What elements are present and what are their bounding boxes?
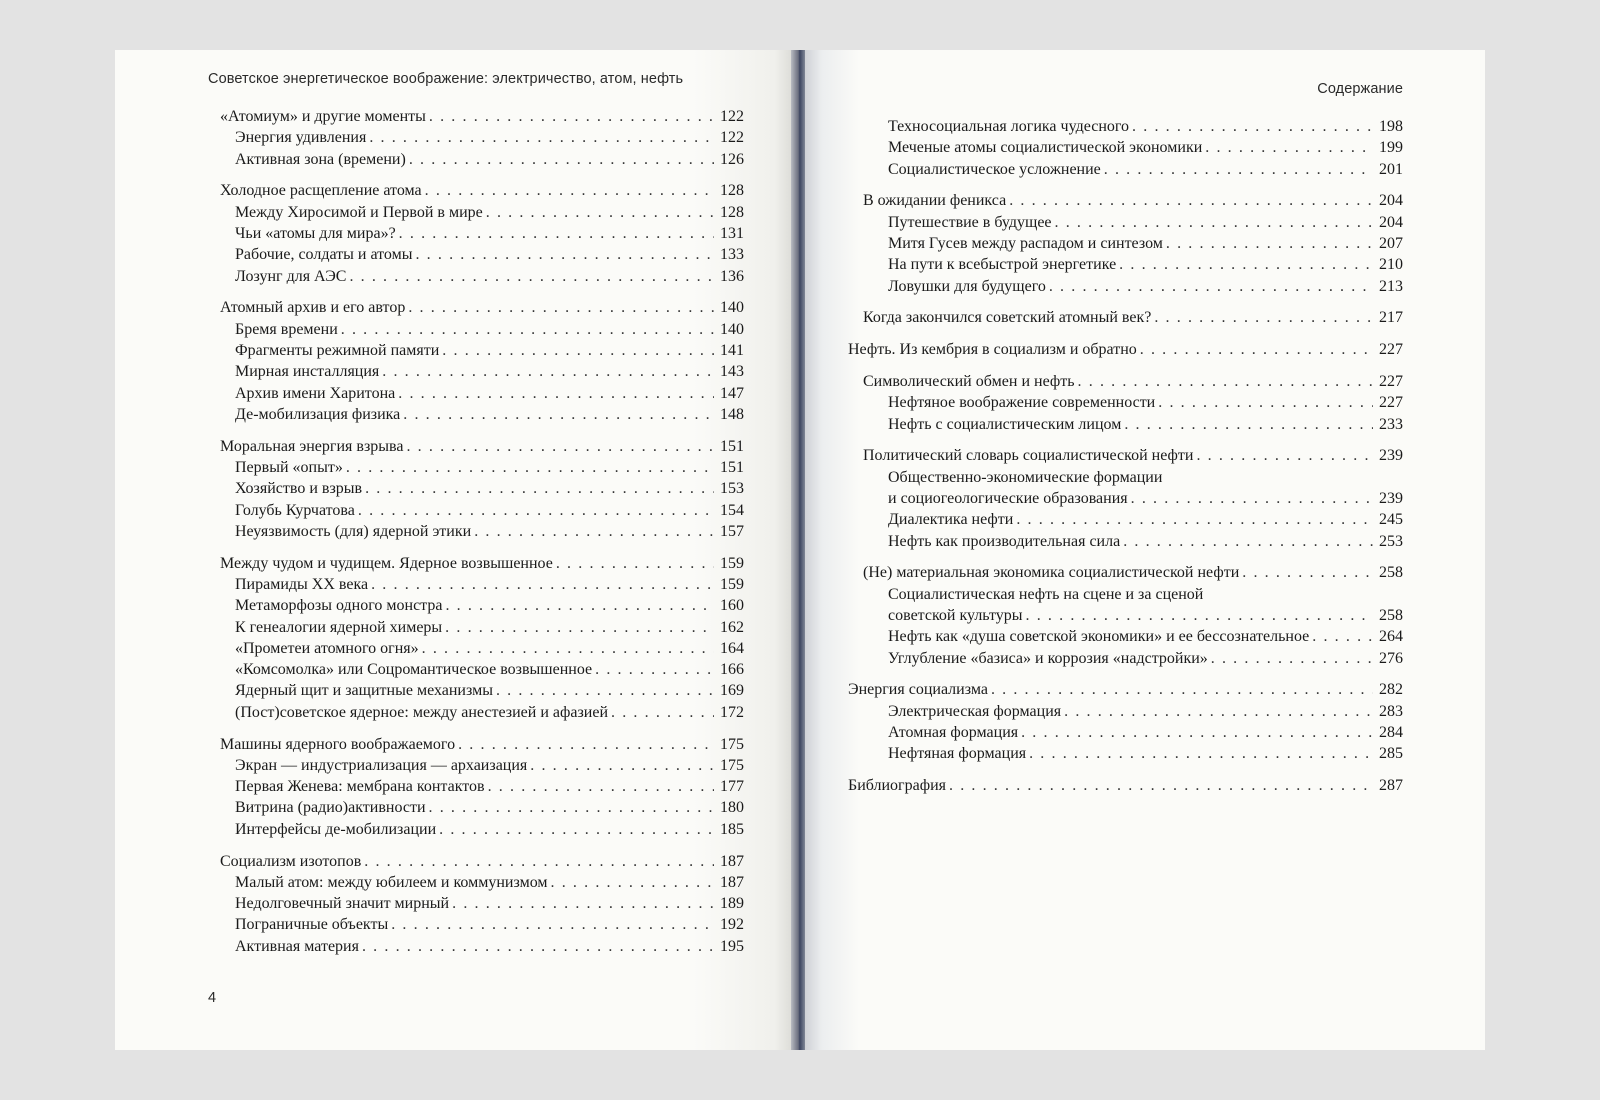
toc-entry-title: Электрическая формация — [888, 702, 1062, 720]
toc-entry-page: 187 — [720, 852, 744, 870]
dot-leader — [439, 819, 714, 840]
toc-entry-title: Социалистическая нефть на сцене и за сценой — [888, 585, 1204, 603]
toc-entry — [220, 361, 744, 382]
dot-leader — [1140, 339, 1373, 360]
toc-entry — [848, 190, 1403, 211]
dot-leader — [408, 297, 714, 318]
toc-entry — [220, 553, 744, 574]
toc-entry — [848, 276, 1403, 297]
toc-entry-title: Витрина (радио)активности — [235, 799, 426, 817]
toc-entry-title: Когда закончился советский атомный век? — [863, 309, 1152, 327]
toc-entry — [848, 212, 1403, 233]
toc-entry-title: Митя Гусев между распадом и синтезом — [888, 234, 1163, 252]
toc-entry-title: Голубь Курчатова — [235, 501, 355, 519]
toc-entry — [220, 819, 744, 840]
toc-entry — [848, 775, 1403, 796]
dot-leader — [1064, 701, 1373, 722]
toc-entry-title: (Пост)советское ядерное: между анестезией и афазией — [235, 703, 609, 721]
toc-entry-page: 239 — [1379, 489, 1403, 507]
dot-leader — [488, 776, 714, 797]
toc-entry-title: Символический обмен и нефть — [863, 372, 1075, 390]
toc-entry-title: На пути к всебыстрой энергетике — [888, 256, 1117, 274]
toc-entry — [220, 936, 744, 957]
toc-entry — [220, 595, 744, 616]
toc-entry-page: 192 — [720, 916, 744, 934]
toc-entry — [848, 531, 1403, 552]
toc-entry — [220, 638, 744, 659]
toc-entry — [220, 180, 744, 201]
page-number: 4 — [208, 990, 217, 1006]
toc-entry — [220, 872, 744, 893]
toc-entry — [220, 404, 744, 425]
toc-entry — [220, 202, 744, 223]
dot-leader — [551, 872, 714, 893]
dot-leader — [1312, 626, 1373, 647]
toc-entry — [220, 383, 744, 404]
toc-entry-title: Хозяйство и взрыв — [235, 480, 363, 498]
dot-leader — [415, 244, 714, 265]
toc-entry-page: 204 — [1379, 192, 1403, 210]
toc-entry-title: Библиография — [848, 777, 946, 795]
toc-entry — [220, 574, 744, 595]
toc-entry — [220, 851, 744, 872]
toc-entry-page: 128 — [720, 203, 744, 221]
dot-leader — [1196, 445, 1373, 466]
toc-entry-page: 140 — [720, 320, 744, 338]
dot-leader — [442, 340, 714, 361]
toc-entry-title: Нефть как «душа советской экономики» и ее бессознательное — [888, 628, 1310, 646]
toc-entry-page: 151 — [720, 458, 744, 476]
dot-leader — [1026, 605, 1373, 626]
dot-leader — [398, 383, 714, 404]
left-page — [115, 50, 795, 1050]
dot-leader — [1009, 190, 1373, 211]
dot-leader — [458, 734, 714, 755]
dot-leader — [362, 936, 714, 957]
dot-leader — [556, 553, 714, 574]
toc-entry-page: 195 — [720, 937, 744, 955]
toc-entry-page: 166 — [720, 661, 744, 679]
toc-entry-title: Де-мобилизация физика — [235, 405, 401, 423]
toc-entry-page: 198 — [1379, 118, 1403, 135]
toc-entry-title: Атомная формация — [888, 723, 1019, 741]
running-head: Содержание — [1317, 81, 1403, 97]
toc-entry-title: Углубление «базиса» и коррозия «надстройки» — [888, 649, 1208, 667]
toc-entry-title: Нефть с социалистическим лицом — [888, 415, 1122, 433]
toc-entry-title: «Прометеи атомного огня» — [235, 639, 419, 657]
toc-entry-title: Мирная инсталляция — [235, 363, 380, 381]
toc-entry-title: Машины ядерного воображаемого — [220, 735, 456, 753]
dot-leader — [425, 180, 714, 201]
toc-entry — [220, 340, 744, 361]
toc-entry — [848, 701, 1403, 722]
toc-entry-page: 160 — [720, 597, 744, 615]
toc-entry — [848, 445, 1403, 466]
toc-entry-page: 172 — [720, 703, 744, 721]
dot-leader — [445, 595, 714, 616]
toc-entry-title: Архив имени Харитона — [235, 384, 396, 402]
dot-leader — [429, 106, 714, 127]
toc-entry-title: Атомный архив и его автор — [220, 299, 406, 317]
dot-leader — [1119, 254, 1373, 275]
dot-leader — [349, 266, 714, 287]
toc-entry-title: Лозунг для АЭС — [235, 267, 347, 285]
toc-entry-page: 189 — [720, 895, 744, 913]
toc-entry-page: 287 — [1379, 777, 1403, 795]
toc-entry-title: Интерфейсы де-мобилизации — [235, 820, 437, 838]
toc-entry-page: 199 — [1379, 139, 1403, 157]
toc-entry — [848, 414, 1403, 435]
toc-entry — [848, 722, 1403, 743]
dot-leader — [991, 679, 1373, 700]
toc-entry — [220, 521, 744, 542]
dot-leader — [496, 680, 714, 701]
toc-entry-page: 157 — [720, 522, 744, 540]
dot-leader — [595, 659, 714, 680]
toc-entry-page: 233 — [1379, 415, 1403, 433]
toc-entry — [848, 605, 1403, 626]
toc-entry-title: Недолговечный значит мирный — [235, 895, 450, 913]
toc-entry-title: Техносоциальная логика чудесного — [888, 118, 1130, 135]
toc-entry-page: 148 — [720, 405, 744, 423]
toc-entry-title: Энергия социализма — [848, 681, 988, 699]
toc-entry-title: Политический словарь социалистической нефти — [863, 447, 1194, 465]
dot-leader — [365, 478, 714, 499]
toc-entry-page: 151 — [720, 437, 744, 455]
toc-entry-page: 147 — [720, 384, 744, 402]
toc-entry-page: 258 — [1379, 564, 1403, 582]
toc-entry-title: Холодное расщепление атома — [220, 182, 422, 200]
toc-entry-page: 140 — [720, 299, 744, 317]
toc-entry — [220, 914, 744, 935]
toc-entry — [220, 659, 744, 680]
dot-leader — [1131, 488, 1373, 509]
dot-leader — [486, 202, 714, 223]
dot-leader — [403, 404, 714, 425]
dot-leader — [1021, 722, 1373, 743]
toc-entry — [220, 244, 744, 265]
toc-entry-page: 201 — [1379, 160, 1403, 178]
toc-entry-title: Энергия удивления — [235, 129, 367, 147]
toc-entry — [220, 223, 744, 244]
toc-entry-title: Малый атом: между юбилеем и коммунизмом — [235, 873, 548, 891]
toc-entry-page: 245 — [1379, 511, 1403, 529]
table-of-contents — [848, 116, 1403, 796]
toc-entry — [848, 371, 1403, 392]
toc-entry — [848, 137, 1403, 158]
toc-entry-page: 122 — [720, 129, 744, 147]
toc-entry-title: Диалектика нефти — [888, 511, 1014, 529]
toc-entry-title: Ловушки для будущего — [888, 277, 1046, 295]
toc-entry — [848, 467, 1403, 488]
dot-leader — [1104, 159, 1373, 180]
toc-entry-title: Нефть как производительная сила — [888, 532, 1121, 550]
toc-entry-title: Общественно-экономические формации — [888, 468, 1163, 486]
toc-entry-title: советской культуры — [888, 606, 1023, 624]
toc-entry-title: Активная материя — [235, 937, 359, 955]
toc-entry-title: Нефть. Из кембрия в социализм и обратно — [848, 341, 1137, 359]
toc-entry-page: 217 — [1379, 309, 1403, 327]
toc-entry — [220, 734, 744, 755]
toc-entry-title: Меченые атомы социалистической экономики — [888, 139, 1203, 157]
toc-entry-title: Неуязвимость (для) ядерной этики — [235, 522, 472, 540]
toc-entry-title: (Не) материальная экономика социалистической нефти — [863, 564, 1240, 582]
toc-entry — [220, 297, 744, 318]
dot-leader — [452, 893, 714, 914]
toc-entry-page: 175 — [720, 735, 744, 753]
toc-entry-page: 185 — [720, 820, 744, 838]
toc-entry-page: 213 — [1379, 277, 1403, 295]
dot-leader — [530, 755, 714, 776]
toc-entry-title: Социалистическое усложнение — [888, 160, 1101, 178]
toc-entry-page: 162 — [720, 618, 744, 636]
toc-entry-title: Бремя времени — [235, 320, 338, 338]
dot-leader — [429, 797, 715, 818]
toc-entry-page: 131 — [720, 224, 744, 242]
dot-leader — [1132, 116, 1373, 137]
toc-entry-title: Фрагменты режимной памяти — [235, 341, 440, 359]
toc-entry-title: «Атомиум» и другие моменты — [220, 108, 426, 125]
toc-entry-title: и социогеологические образования — [888, 489, 1128, 507]
dot-leader — [382, 361, 714, 382]
dot-leader — [1211, 648, 1373, 669]
toc-entry-title: Пограничные объекты — [235, 916, 389, 934]
toc-entry — [848, 584, 1403, 605]
toc-entry-page: 227 — [1379, 341, 1403, 359]
dot-leader — [1205, 137, 1373, 158]
toc-entry-page: 264 — [1379, 628, 1403, 646]
toc-entry-page: 210 — [1379, 256, 1403, 274]
toc-entry-page: 153 — [720, 480, 744, 498]
toc-entry-title: Между Хиросимой и Первой в мире — [235, 203, 483, 221]
dot-leader — [1166, 233, 1373, 254]
dot-leader — [1078, 371, 1373, 392]
toc-entry — [220, 436, 744, 457]
toc-entry — [220, 127, 744, 148]
toc-entry — [220, 702, 744, 723]
toc-entry-title: Между чудом и чудищем. Ядерное возвышенное — [220, 554, 553, 572]
toc-entry — [848, 116, 1403, 137]
right-page — [805, 50, 1485, 1050]
toc-entry-title: Активная зона (времени) — [235, 150, 406, 168]
toc-entry-page: 227 — [1379, 372, 1403, 390]
toc-entry — [220, 776, 744, 797]
toc-entry — [220, 319, 744, 340]
toc-entry-page: 136 — [720, 267, 744, 285]
dot-leader — [341, 319, 714, 340]
dot-leader — [1158, 392, 1373, 413]
toc-entry-title: «Комсомолка» или Соцромантическое возвышенное — [235, 661, 593, 679]
toc-entry-page: 285 — [1379, 745, 1403, 763]
dot-leader — [364, 851, 714, 872]
toc-entry-page: 164 — [720, 639, 744, 657]
toc-entry-page: 159 — [720, 575, 744, 593]
toc-entry-page: 276 — [1379, 649, 1403, 667]
dot-leader — [409, 149, 714, 170]
dot-leader — [1154, 307, 1373, 328]
toc-entry-page: 253 — [1379, 532, 1403, 550]
toc-entry — [848, 488, 1403, 509]
toc-entry — [220, 457, 744, 478]
toc-entry-title: Чьи «атомы для мира»? — [235, 224, 396, 242]
dot-leader — [358, 500, 714, 521]
dot-leader — [1029, 743, 1373, 764]
toc-entry — [220, 893, 744, 914]
toc-entry-page: 128 — [720, 182, 744, 200]
toc-entry-title: Социализм изотопов — [220, 852, 362, 870]
dot-leader — [1123, 531, 1373, 552]
toc-entry-title: Метаморфозы одного монстра — [235, 597, 443, 615]
toc-entry-page: 159 — [720, 554, 744, 572]
toc-entry-page: 154 — [720, 501, 744, 519]
dot-leader — [949, 775, 1373, 796]
toc-entry — [848, 648, 1403, 669]
dot-leader — [371, 574, 714, 595]
dot-leader — [369, 127, 714, 148]
toc-entry-title: Путешествие в будущее — [888, 213, 1052, 231]
toc-entry — [220, 617, 744, 638]
toc-entry — [848, 233, 1403, 254]
toc-entry-page: 175 — [720, 756, 744, 774]
toc-entry-page: 177 — [720, 778, 744, 796]
dot-leader — [611, 702, 714, 723]
toc-entry — [848, 392, 1403, 413]
dot-leader — [1016, 509, 1373, 530]
toc-entry-title: В ожидании феникса — [863, 192, 1007, 210]
dot-leader — [1124, 414, 1373, 435]
toc-entry-title: Первый «опыт» — [235, 458, 343, 476]
toc-entry — [848, 509, 1403, 530]
dot-leader — [422, 638, 714, 659]
toc-entry — [848, 159, 1403, 180]
toc-entry-title: Экран — индустриализация — архаизация — [235, 756, 528, 774]
toc-entry-title: Ядерный щит и защитные механизмы — [235, 682, 493, 700]
toc-entry — [848, 562, 1403, 583]
toc-entry-page: 187 — [720, 873, 744, 891]
running-head: Советское энергетическое воображение: электричество, атом, нефть — [208, 71, 684, 87]
dot-leader — [346, 457, 714, 478]
toc-entry — [220, 106, 744, 127]
toc-entry-title: Рабочие, солдаты и атомы — [235, 246, 413, 264]
toc-entry-title: Пирамиды XX века — [235, 575, 369, 593]
dot-leader — [474, 521, 714, 542]
toc-entry-title: Первая Женева: мембрана контактов — [235, 778, 485, 796]
toc-entry — [848, 307, 1403, 328]
toc-entry-page: 133 — [720, 246, 744, 264]
toc-entry-page: 207 — [1379, 234, 1403, 252]
toc-entry — [848, 339, 1403, 360]
dot-leader — [406, 436, 714, 457]
toc-entry — [848, 679, 1403, 700]
toc-entry-title: Нефтяная формация — [888, 745, 1027, 763]
toc-entry-page: 283 — [1379, 702, 1403, 720]
dot-leader — [399, 223, 714, 244]
toc-entry-page: 122 — [720, 108, 744, 125]
toc-entry-title: Моральная энергия взрыва — [220, 437, 404, 455]
toc-entry-page: 143 — [720, 363, 744, 381]
toc-entry-page: 204 — [1379, 213, 1403, 231]
toc-entry — [220, 500, 744, 521]
toc-entry — [220, 478, 744, 499]
toc-entry-page: 227 — [1379, 394, 1403, 412]
toc-entry-page: 239 — [1379, 447, 1403, 465]
dot-leader — [1049, 276, 1373, 297]
toc-entry-page: 180 — [720, 799, 744, 817]
dot-leader — [391, 914, 714, 935]
book-spread — [115, 50, 1485, 1050]
toc-entry-page: 169 — [720, 682, 744, 700]
toc-entry-page: 258 — [1379, 606, 1403, 624]
toc-entry-page: 282 — [1379, 681, 1403, 699]
toc-entry — [220, 266, 744, 287]
dot-leader — [1055, 212, 1373, 233]
table-of-contents — [220, 106, 744, 957]
toc-entry-page: 141 — [720, 341, 744, 359]
toc-entry — [848, 626, 1403, 647]
toc-entry-title: К генеалогии ядерной химеры — [235, 618, 443, 636]
toc-entry-page: 126 — [720, 150, 744, 168]
toc-entry — [848, 254, 1403, 275]
toc-entry-title: Нефтяное воображение современности — [888, 394, 1156, 412]
toc-entry — [220, 755, 744, 776]
toc-entry — [848, 743, 1403, 764]
toc-entry — [220, 797, 744, 818]
toc-entry-page: 284 — [1379, 723, 1403, 741]
dot-leader — [1242, 562, 1373, 583]
toc-entry — [220, 149, 744, 170]
toc-entry — [220, 680, 744, 701]
dot-leader — [445, 617, 714, 638]
